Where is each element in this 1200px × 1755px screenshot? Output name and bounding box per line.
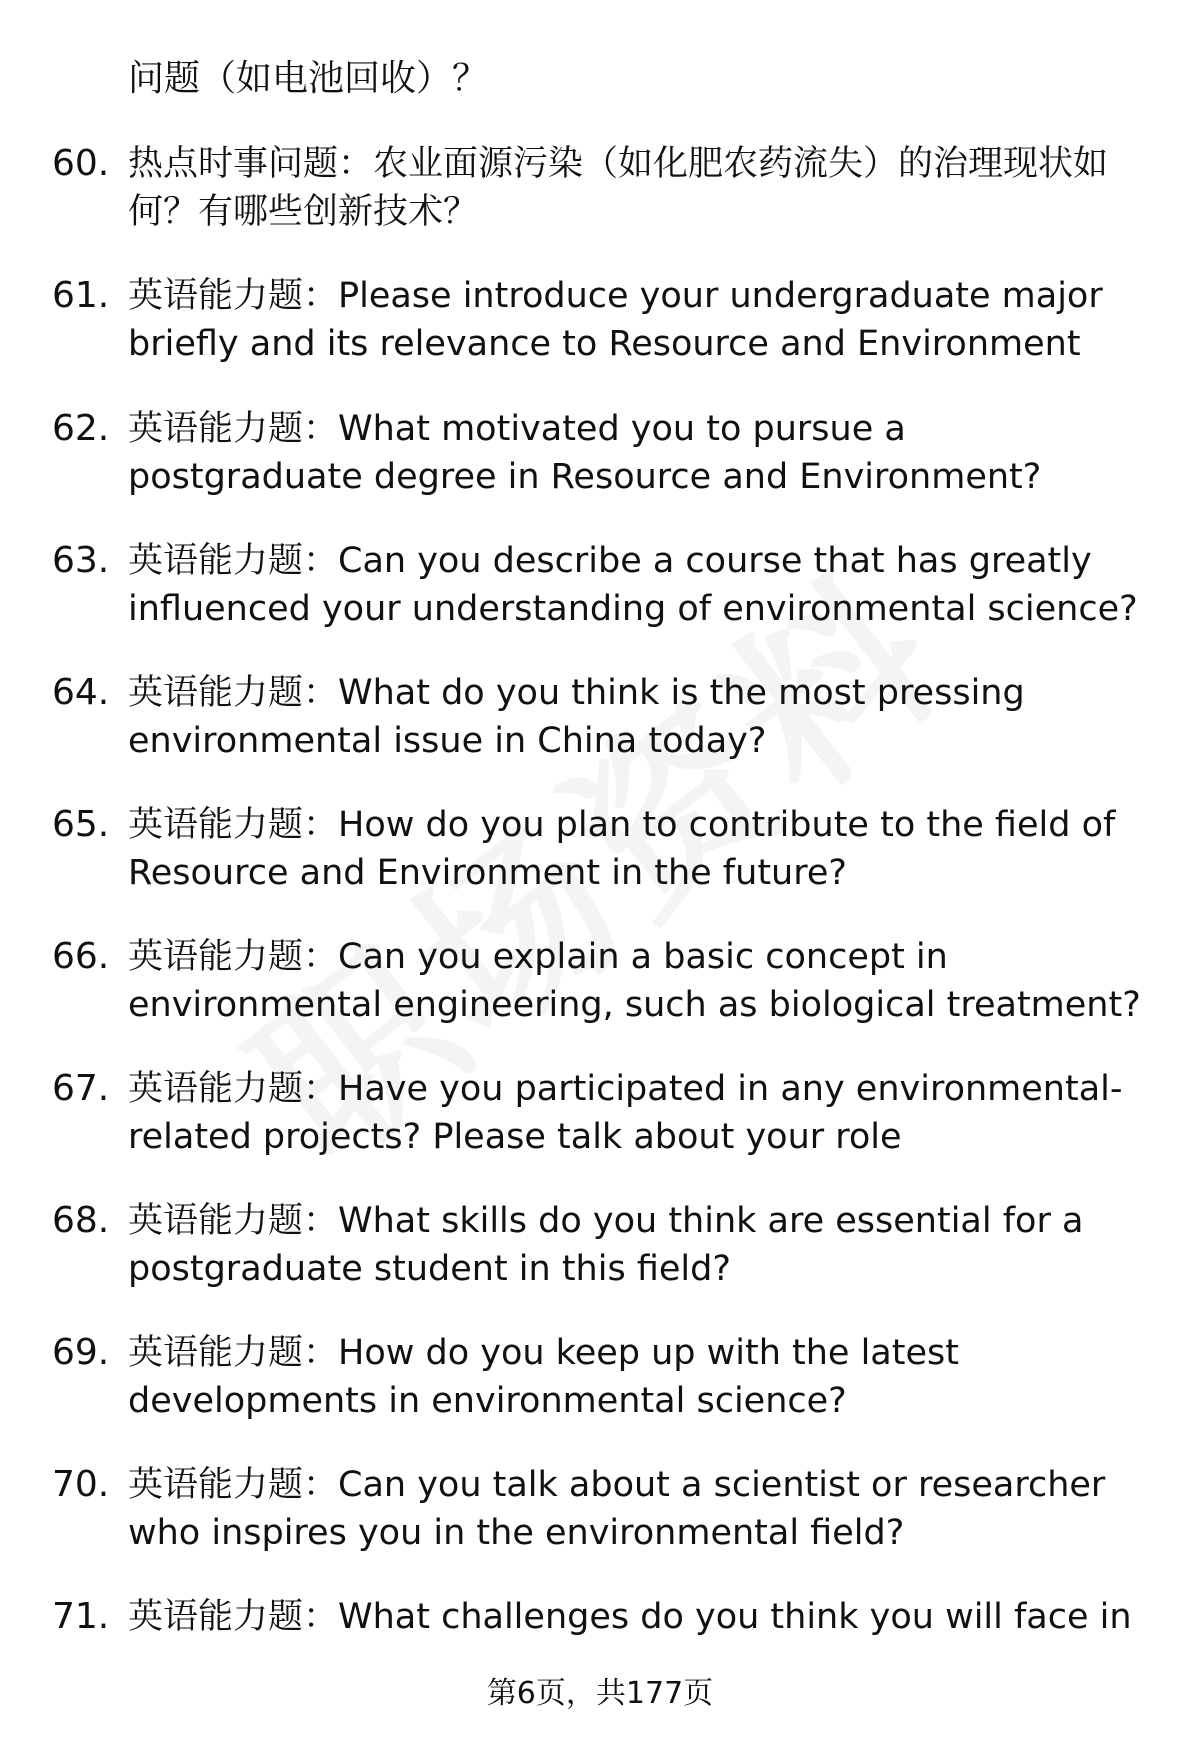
question-text: 英语能力题：Can you explain a basic concept in environmental engineering, such as biological treatment?	[128, 937, 1141, 1025]
question-text: 英语能力题：How do you keep up with the latest developments in environmental science?	[128, 1333, 959, 1421]
question-text: 英语能力题：What challenges do you think you will face in	[128, 1597, 1132, 1637]
question-text: 英语能力题：Please introduce your undergraduate major briefly and its relevance to Resource and Environment	[128, 276, 1103, 364]
question-text: 英语能力题：What do you think is the most pressing environmental issue in China today?	[128, 673, 1025, 761]
question-text: 英语能力题：What motivated you to pursue a postgraduate degree in Resource and Environment?	[128, 409, 1042, 497]
question-text: 热点时事问题：农业面源污染（如化肥农药流失）的治理现状如何？有哪些创新技术？	[128, 144, 1109, 232]
question-number: 67.	[52, 1068, 110, 1109]
question-text: 英语能力题：How do you plan to contribute to the field of Resource and Environment in the future?	[128, 805, 1116, 893]
question-number: 71.	[52, 1596, 110, 1637]
question-number: 62.	[52, 408, 110, 449]
continued-question-text: 问题（如电池回收）？	[128, 58, 489, 99]
question-number: 70.	[52, 1464, 110, 1505]
question-text: 英语能力题：Have you participated in any environmental-related projects? Please talk about your role	[128, 1069, 1123, 1157]
question-number: 64.	[52, 672, 110, 713]
question-number: 63.	[52, 540, 110, 581]
question-number: 68.	[52, 1200, 110, 1241]
page-footer: 第6页，共177页	[486, 1676, 714, 1711]
question-number: 65.	[52, 804, 110, 845]
question-text: 英语能力题：Can you talk about a scientist or researcher who inspires you in the environmental field?	[128, 1465, 1106, 1553]
question-number: 69.	[52, 1332, 110, 1373]
question-number: 66.	[52, 936, 110, 977]
question-number: 60.	[52, 143, 110, 184]
question-text: 英语能力题：Can you describe a course that has greatly influenced your understanding of environmental science?	[128, 541, 1138, 629]
question-text: 英语能力题：What skills do you think are essential for a postgraduate student in this field?	[128, 1201, 1084, 1289]
question-number: 61.	[52, 275, 110, 316]
